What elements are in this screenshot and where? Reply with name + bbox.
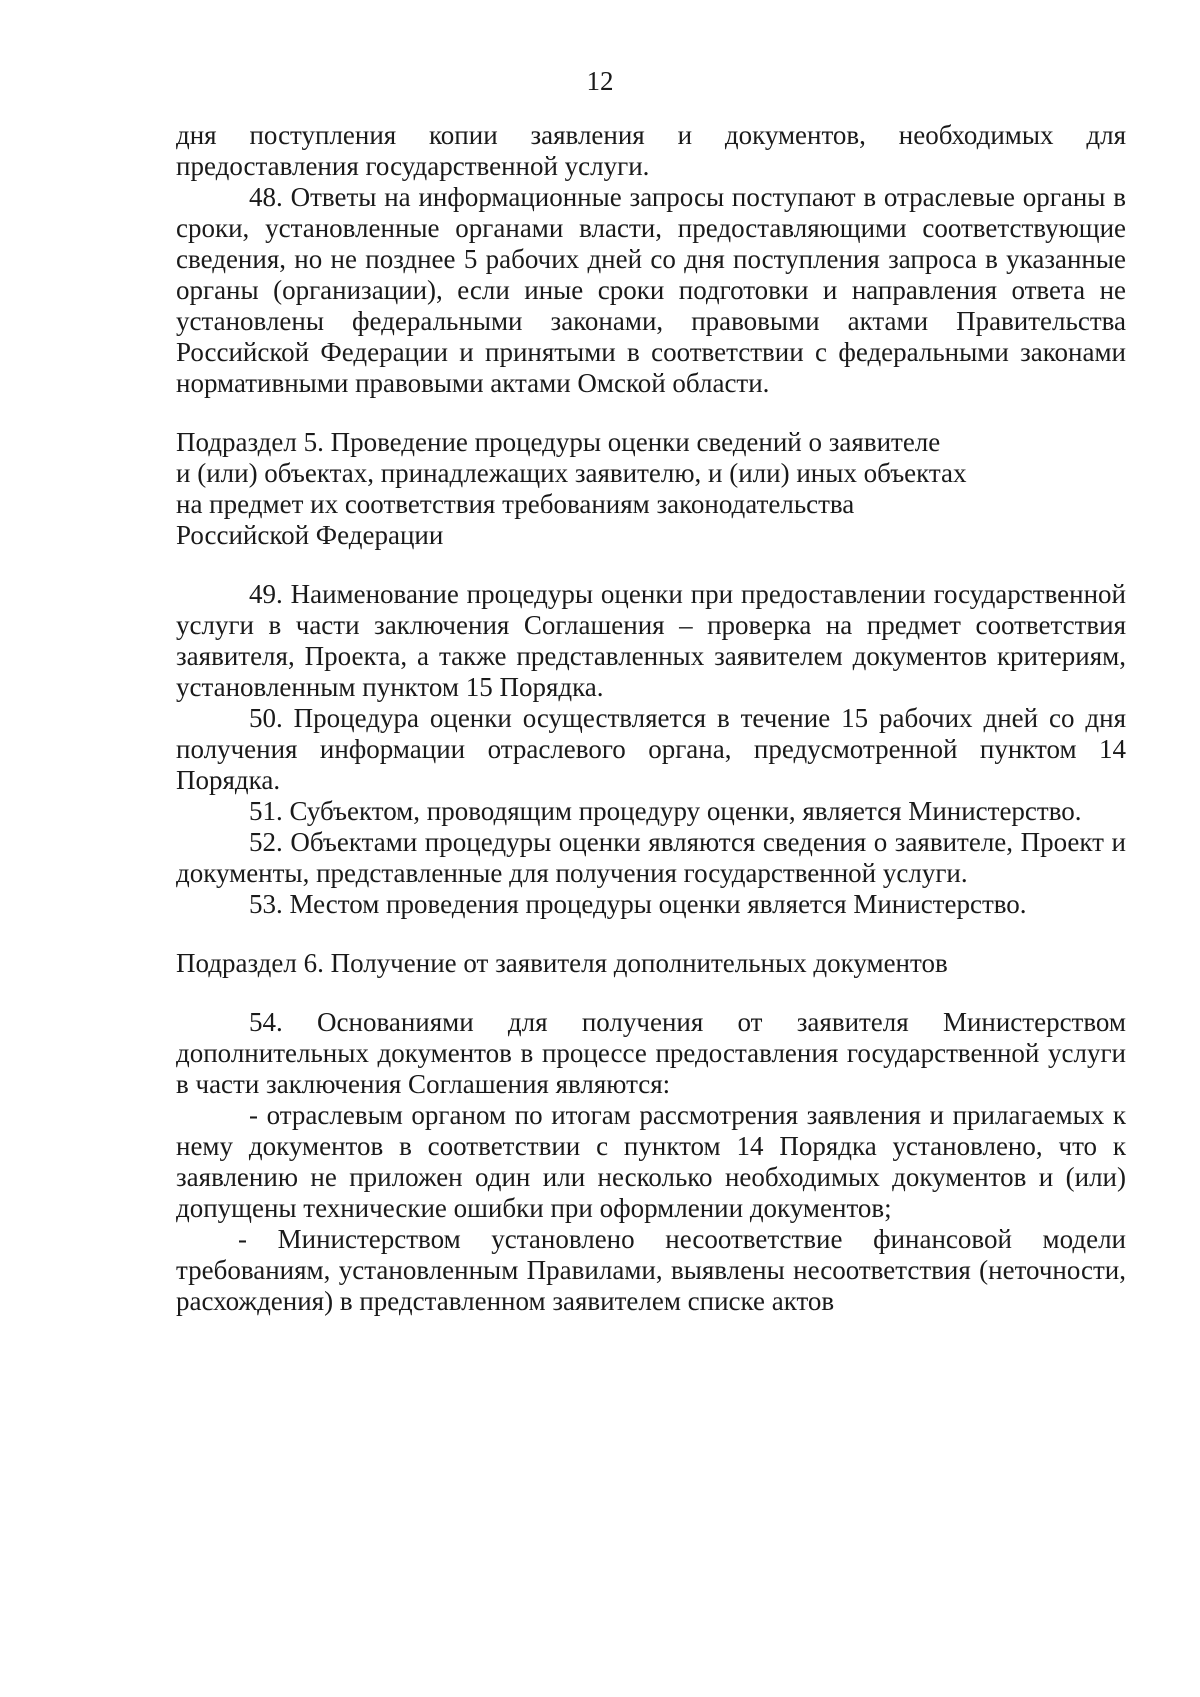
- paragraph-50: 50. Процедура оценки осуществляется в течение 15 рабочих дней со дня получения информации отраслевого органа, предусмотренной пунктом 14 Порядка.: [176, 703, 1126, 795]
- subsection-6-title: Подраздел 6. Получение от заявителя дополнительных документов: [176, 948, 948, 978]
- document-body: [176, 120, 1126, 1317]
- paragraph-53: 53. Местом проведения процедуры оценки является Министерство.: [249, 889, 1027, 919]
- paragraph-54: 54. Основаниями для получения от заявителя Министерством дополнительных документов в процессе предоставления государственной услуги в части заключения Соглашения являются:: [176, 1007, 1126, 1099]
- bullet-item-2: - Министерством установлено несоответствие финансовой модели требованиям, установленным Правилами, выявлены несоответствия (неточности, расхождения) в представленном заявителем списке актов: [176, 1224, 1126, 1316]
- paragraph-52: 52. Объектами процедуры оценки являются сведения о заявителе, Проект и документы, представленные для получения государственной услуги.: [176, 827, 1126, 888]
- paragraph-51: 51. Субъектом, проводящим процедуру оценки, является Министерство.: [249, 796, 1082, 826]
- page-number: 12: [586, 66, 614, 96]
- bullet-item-1: - отраслевым органом по итогам рассмотрения заявления и прилагаемых к нему документов в соответствии с пунктом 14 Порядка установлено, что к заявлению не приложен один или несколько необходимых документов и (или) допущены технические ошибки при оформлении документов;: [176, 1100, 1126, 1223]
- subsection-5-title-line-4: Российской Федерации: [176, 520, 444, 550]
- subsection-5-title-line-3: на предмет их соответствия требованиям законодательства: [176, 489, 855, 519]
- subsection-5-title-line-1: Подраздел 5. Проведение процедуры оценки сведений о заявителе: [176, 427, 941, 457]
- subsection-5-title-line-2: и (или) объектах, принадлежащих заявителю, и (или) иных объектах: [176, 458, 967, 488]
- paragraph-continuation: дня поступления копии заявления и документов, необходимых для предоставления государственной услуги.: [176, 120, 1126, 181]
- paragraph-48: 48. Ответы на информационные запросы поступают в отраслевые органы в сроки, установленные органами власти, предоставляющими соответствующие сведения, но не позднее 5 рабочих дней со дня поступления запроса в указанные органы (организации), если иные сроки подготовки и направления ответа не установлены федеральными законами, правовыми актами Правительства Российской Федерации и принятыми в соответствии с федеральными законами нормативными правовыми актами Омской области.: [176, 182, 1126, 398]
- paragraph-49: 49. Наименование процедуры оценки при предоставлении государственной услуги в части заключения Соглашения – проверка на предмет соответствия заявителя, Проекта, а также представленных заявителем документов критериям, установленным пунктом 15 Порядка.: [176, 579, 1126, 702]
